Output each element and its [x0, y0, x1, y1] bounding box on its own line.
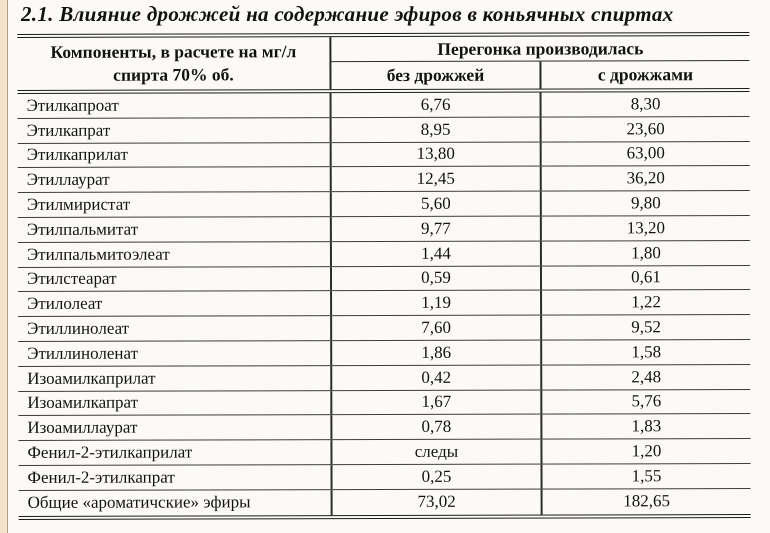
value-without-yeast: 5,60 [332, 192, 542, 216]
component-name: Изоамилкаприлат [18, 366, 332, 391]
value-with-yeast: 9,52 [631, 317, 662, 337]
table-row-total [19, 489, 751, 516]
component-name: Этиллаурат [18, 168, 332, 193]
component-name: Общие «ароматичские» эфиры [19, 490, 333, 516]
components-header-line1: Компоненты, в расчете на мг/л [50, 41, 297, 62]
value-without-yeast: следы [332, 440, 542, 464]
value-without-yeast: 0,25 [332, 465, 542, 489]
section-title: 2.1. Влияние дрожжей на содержание эфиров в коньячных спиртах [21, 2, 674, 26]
value-with-yeast: 8,30 [630, 94, 661, 114]
scan-edge-strip [0, 0, 8, 533]
value-with-yeast: 9,80 [630, 193, 661, 213]
table-body [18, 92, 751, 519]
value-with-yeast: 1,20 [631, 441, 662, 461]
column-header-without-yeast: без дрожжей [331, 62, 541, 90]
table-row [18, 191, 750, 218]
esters-table [17, 32, 750, 519]
value-without-yeast: 0,42 [332, 365, 542, 389]
distillation-header-group [331, 36, 749, 89]
component-name: Фенил-2-этилкаприлат [18, 440, 332, 465]
value-with-yeast: 5,76 [631, 391, 662, 411]
component-name: Этилмиристат [18, 192, 332, 217]
table-header [17, 32, 749, 94]
component-name: Этиллинолеат [18, 316, 332, 341]
component-name: Этилпальмитоэлеат [18, 242, 332, 267]
component-name: Этилстеарат [18, 267, 332, 292]
value-with-yeast: 1,58 [631, 342, 662, 362]
component-name: Этилкапрат [18, 118, 332, 143]
value-with-yeast: 2,48 [631, 366, 662, 387]
table-row [18, 290, 750, 317]
value-with-yeast: 1,83 [631, 416, 662, 436]
value-without-yeast: 0,78 [332, 415, 542, 439]
table-row [18, 315, 750, 342]
component-name: Этилолеат [18, 292, 332, 317]
table-row [18, 216, 750, 243]
component-name: Изоамилкапрат [18, 391, 332, 416]
table-row [18, 166, 750, 193]
value-without-yeast: 7,60 [332, 316, 542, 340]
table-row [18, 92, 750, 119]
table-row [18, 390, 750, 417]
table-row [18, 340, 750, 367]
table-row [18, 117, 750, 144]
table-row [18, 142, 750, 169]
table-row [18, 414, 750, 441]
component-name: Этилкаприлат [18, 143, 332, 168]
value-with-yeast: 36,20 [626, 168, 665, 188]
value-without-yeast: 1,44 [332, 241, 542, 265]
column-header-with-yeast: с дрожжами [597, 64, 694, 85]
components-column-header [17, 37, 331, 90]
value-with-yeast: 63,00 [626, 143, 665, 163]
table-row [18, 439, 750, 466]
value-without-yeast: 8,95 [332, 117, 542, 141]
component-name: Изоамиллаурат [18, 415, 332, 440]
table-row [18, 241, 750, 268]
component-name: Этиллиноленат [18, 341, 332, 366]
value-with-yeast: 1,22 [631, 292, 661, 312]
value-without-yeast: 73,02 [333, 489, 543, 514]
value-without-yeast: 1,67 [332, 390, 542, 414]
component-name: Фенил-2-этилкапрат [18, 465, 332, 490]
components-header-line2: спирта 70% об. [113, 64, 234, 85]
value-without-yeast: 12,45 [332, 167, 542, 191]
value-with-yeast: 182,65 [623, 491, 670, 511]
value-without-yeast: 1,86 [332, 341, 542, 365]
value-without-yeast: 13,80 [332, 142, 542, 166]
value-with-yeast: 1,80 [631, 242, 661, 263]
value-without-yeast: 0,59 [332, 266, 542, 290]
value-with-yeast: 0,61 [631, 267, 661, 287]
table-row [18, 365, 750, 392]
value-without-yeast: 9,77 [332, 217, 542, 241]
table-row [18, 266, 750, 293]
table-row [18, 464, 750, 491]
value-with-yeast: 13,20 [626, 218, 666, 238]
value-with-yeast: 1,55 [631, 466, 662, 486]
value-with-yeast: 23,60 [626, 118, 665, 139]
distillation-group-header: Перегонка производилась [331, 36, 749, 62]
subheader-row [331, 61, 749, 89]
value-without-yeast: 6,76 [332, 93, 542, 117]
value-without-yeast: 1,19 [332, 291, 542, 315]
component-name: Этилпальмитат [18, 217, 332, 242]
component-name: Этилкапроат [18, 93, 332, 118]
